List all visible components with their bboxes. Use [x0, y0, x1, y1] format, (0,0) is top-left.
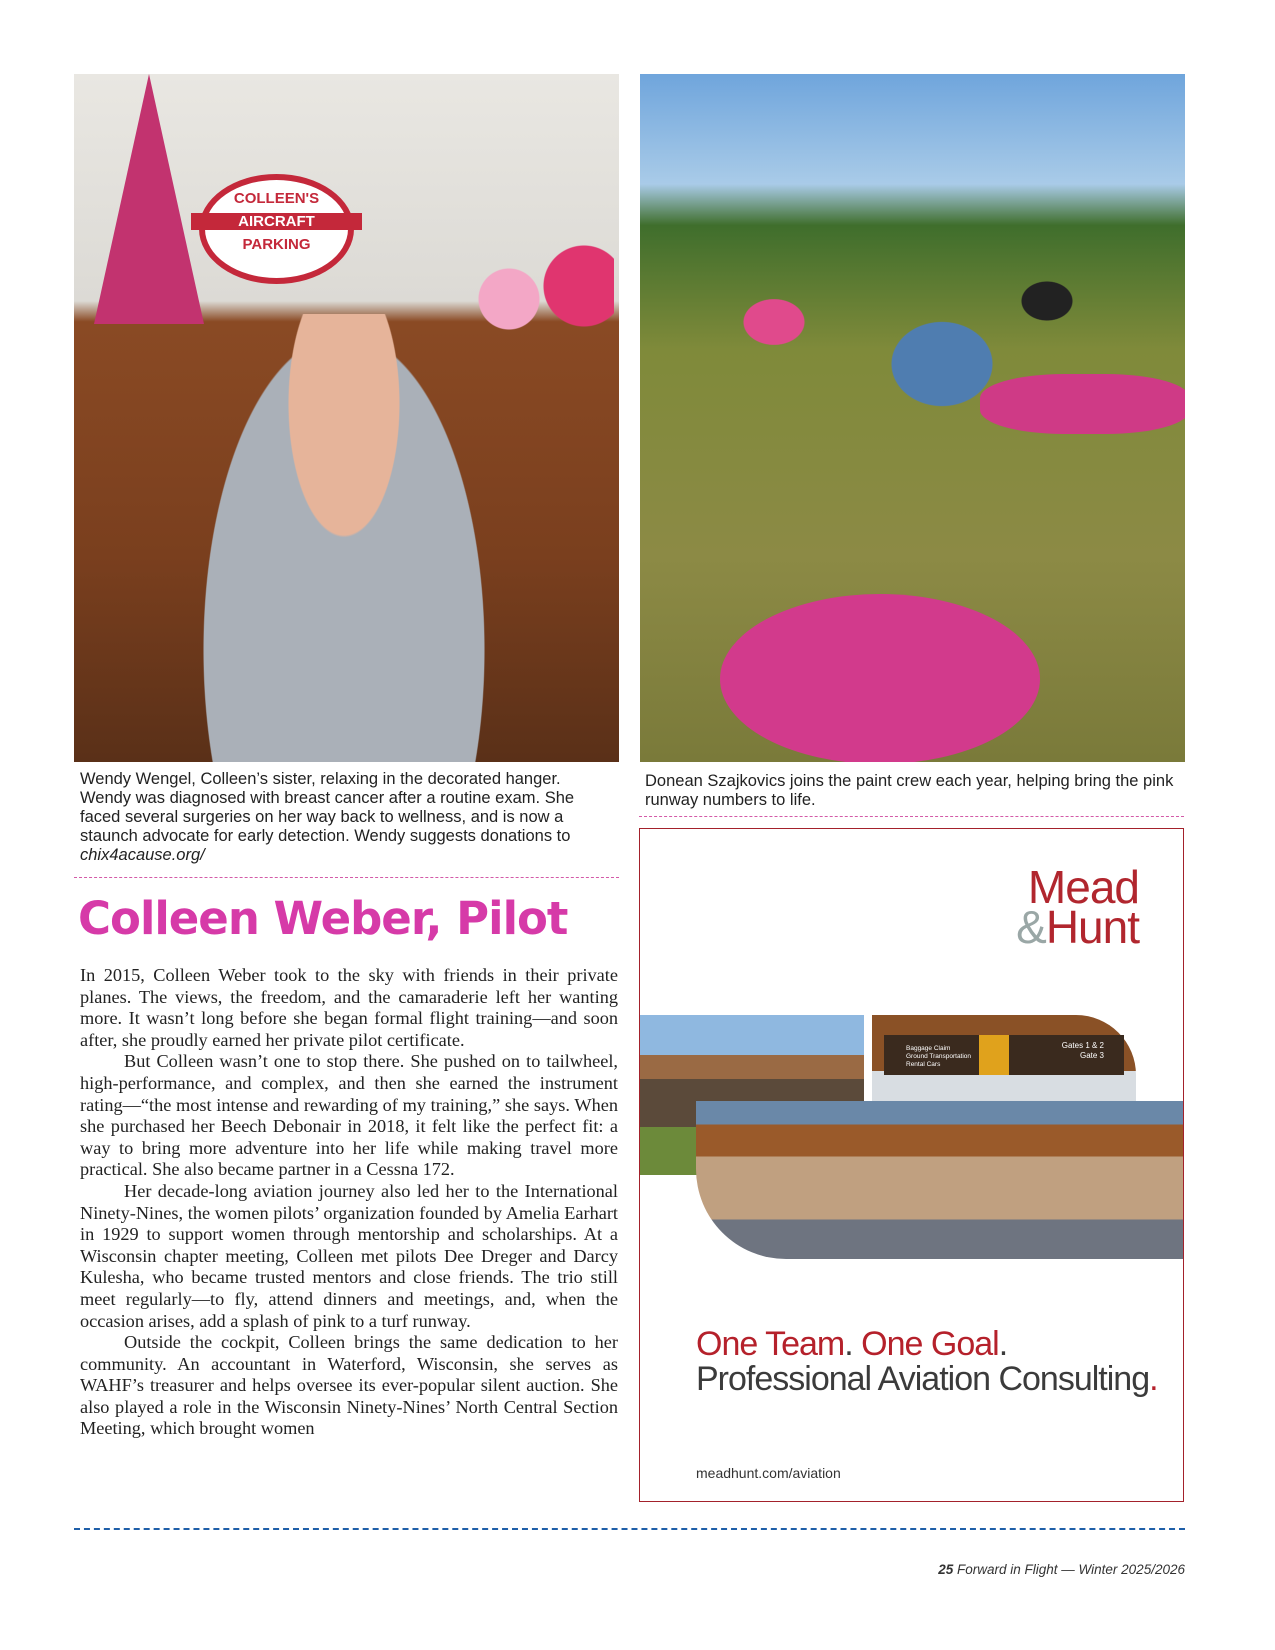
photo-caption-donean: Donean Szajkovics joins the paint crew each year, helping bring the pink runway numbers to life. [645, 772, 1174, 809]
article-body [80, 965, 618, 1440]
mead-hunt-logo: Mead &Hunt [1016, 861, 1139, 953]
mead-hunt-advertisement[interactable] [639, 828, 1184, 1502]
woman-seated [194, 314, 494, 762]
ad-photo-terminal-canopy [696, 1101, 1184, 1259]
donation-link[interactable]: chix4acause.org/ [80, 846, 205, 864]
painters [690, 154, 1110, 574]
page-number: 25 [938, 1562, 954, 1577]
photo-painting-runway [640, 74, 1185, 762]
paragraph: In 2015, Colleen Weber took to the sky with friends in their private planes. The views, the freedom, and the camaraderie left her wanting more. It wasn’t long before she began formal flight training—and soon after, she proudly earned her private pilot certificate. [80, 965, 618, 1050]
paragraph: Her decade-long aviation journey also led her to the International Ninety-Nines, the women pilots’ organization founded by Amelia Earhart in 1929 to support women through mentorship and scholarships. At a Wisconsin chapter meeting, Colleen met pilots Dee Dreger and Darcy Kulesha, who became trusted mentors and close friends. The trio still meet regularly—to fly, attend dinners and meetings, and, when the occasion arises, add a splash of pink to a turf runway. [80, 1180, 618, 1331]
divider [74, 877, 619, 878]
divider [639, 816, 1184, 817]
ad-url-link[interactable]: meadhunt.com/aviation [696, 1465, 841, 1481]
paragraph: Outside the cockpit, Colleen brings the same dedication to her community. An accountant in Waterford, Wisconsin, she serves as WAHF’s treasurer and helps oversee its ever-popular silent auction. She also played a role in the Wisconsin Ninety-Nines’ North Central Section Meeting, which brought women [80, 1332, 618, 1439]
page-footer: 25 Forward in Flight — Winter 2025/2026 [938, 1562, 1185, 1577]
footer-divider [74, 1528, 1185, 1530]
wayfinding-sign: Baggage Claim Ground Transportation Rental Cars Gates 1 & 2 Gate 3 [884, 1035, 1124, 1075]
article-title: Colleen Weber, Pilot [78, 892, 568, 945]
photo-caption-wendy: Wendy Wengel, Colleen’s sister, relaxing in the decorated hanger. Wendy was diagnosed with breast cancer after a routine exam. She faced several surgeries on her way back to wellness, and is now a staunch advocate for early detection. Wendy suggests donations to chix4acause.org/ [80, 770, 575, 864]
ad-tagline: One Team. One Goal. Professional Aviation Consulting. [696, 1325, 1158, 1398]
pink-paint-area [720, 594, 1040, 762]
paragraph: But Colleen wasn’t one to stop there. She pushed on to tailwheel, high-performance, and complex, and then she earned the instrument rating—“the most intense and rewarding of my training,” she says. When she purchased her Beech Debonair in 2018, it felt like the perfect fit: a way to bring more adventure into her life while making travel more practical. She also became partner in a Cessna 172. [80, 1051, 618, 1180]
pink-tree [94, 74, 204, 324]
aircraft-parking-sign: COLLEEN'S AIRCRAFT PARKING [199, 174, 354, 284]
photo-wendy-in-hangar [74, 74, 619, 762]
